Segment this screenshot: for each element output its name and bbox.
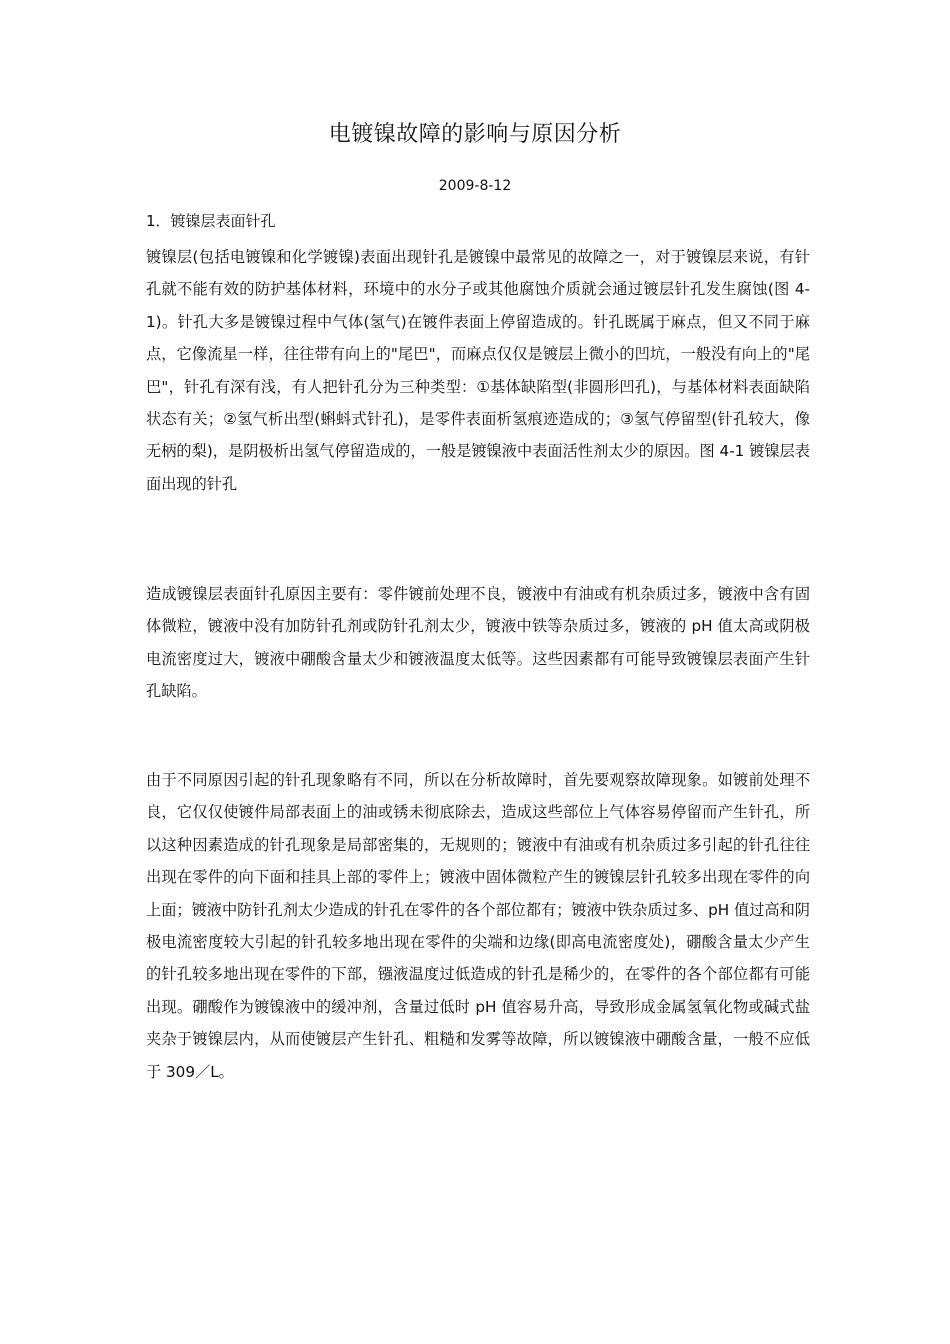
section-heading: 1．镀镍层表面针孔 bbox=[146, 212, 276, 230]
paragraph-pinhole-analysis: 由于不同原因引起的针孔现象略有不同，所以在分析故障时，首先要观察故障现象。如镀前处理不良，它仅仅使镀件局部表面上的油或锈未彻底除去，造成这些部位上气体容易停留而产生针孔，所以这种因素造成的针孔现象是局部密集的，无规则的；镀液中有油或有机杂质过多引起的针孔往往出现在零件的向下面和挂具上部的零件上；镀液中固体微粒产生的镀镍层针孔较多出现在零件的向上面；镀液中防针孔剂太少造成的针孔在零件的各个部位都有；镀液中铁杂质过多、pH 值过高和阴极电流密度较大引起的针孔较多地出现在零件的尖端和边缘(即高电流密度处)，硼酸含量太少产生的针孔较多地出现在零件的下部，镪液温度过低造成的针孔是稀少的，在零件的各个部位都有可能出现。硼酸作为镀镍液中的缓冲剂，含量过低时 pH 值容易升高，导致形成金属氢氧化物或碱式盐夹杂于镀镍层内，从而使镀层产生针孔、粗糙和发雾等故障，所以镀镍液中硼酸含量，一般不应低于 309／L。 bbox=[146, 771, 810, 1081]
paragraph-pinhole-causes: 造成镀镍层表面针孔原因主要有：零件镀前处理不良，镀液中有油或有机杂质过多，镀液中含有固体微粒，镀液中没有加防针孔剂或防针孔剂太少，镀液中铁等杂质过多，镀液的 pH 值太高或阴极电流密度过大，镀液中硼酸含量太少和镀液温度太低等。这些因素都有可能导致镀镍层表面产生针孔缺陷。 bbox=[146, 585, 810, 701]
document-date: 2009-8-12 bbox=[438, 178, 512, 194]
document-title: 电镀镍故障的影响与原因分析 bbox=[328, 122, 622, 147]
paragraph-pinhole-description: 镀镍层(包括电镀镍和化学镀镍)表面出现针孔是镀镍中最常见的故障之一，对于镀镍层来说，有针孔就不能有效的防护基体材料，环境中的水分子或其他腐蚀介质就会通过镀层针孔发生腐蚀(图 4-1)。针孔大多是镀镍过程中气体(氢气)在镀件表面上停留造成的。针孔既属于麻点，但又不同于麻点，它像流星一样，往往带有向上的"尾巴"，而麻点仅仅是镀层上微小的凹坑，一般没有向上的"尾巴"，针孔有深有浅，有人把针孔分为三种类型：①基体缺陷型(非圆形凹孔)，与基体材料表面缺陷状态有关；②氢气析出型(蝌蚪式针孔)，是零件表面析氢痕迹造成的；③氢气停留型(针孔较大，像无柄的梨)，是阴极析出氢气停留造成的，一般是镀镍液中表面活性剂太少的原因。图 4-1 镀镍层表面出现的针孔 bbox=[146, 248, 810, 493]
